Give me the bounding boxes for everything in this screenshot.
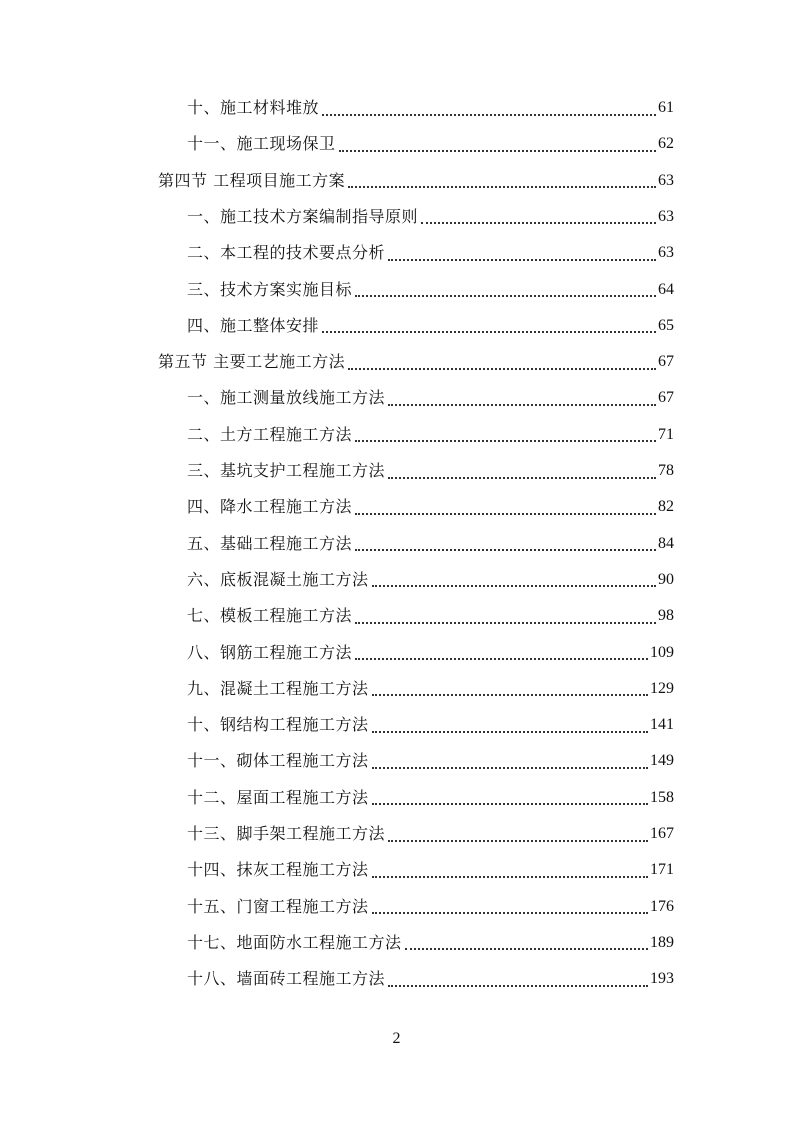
toc-entry-title: 二、本工程的技术要点分析	[187, 243, 386, 263]
page-number: 2	[392, 1030, 401, 1047]
dot-leader	[372, 766, 648, 769]
toc-entry-title: 四、施工整体安排	[187, 315, 320, 335]
toc-entry[interactable]	[187, 925, 674, 961]
toc-entry-title: 十四、抹灰工程施工方法	[187, 860, 369, 880]
toc-entry[interactable]	[187, 417, 674, 453]
toc-entry[interactable]	[187, 671, 674, 707]
toc-section-entry[interactable]	[158, 344, 674, 380]
dot-leader	[355, 294, 656, 297]
toc-entry-page: 84	[658, 534, 674, 552]
toc-entry[interactable]	[187, 635, 674, 671]
dot-leader	[388, 403, 656, 406]
toc-entry-page: 98	[658, 607, 674, 625]
toc-entry-title: 六、底板混凝土施工方法	[187, 569, 369, 589]
toc-entry[interactable]	[187, 308, 674, 344]
dot-leader	[421, 221, 656, 224]
toc-entry-page: 82	[658, 498, 674, 516]
toc-entry-page: 67	[658, 389, 674, 407]
dot-leader	[372, 584, 656, 587]
dot-leader	[355, 548, 656, 551]
toc-entry-title: 三、技术方案实施目标	[187, 279, 353, 299]
dot-leader	[372, 693, 648, 696]
toc-entry-title: 三、基坑支护工程施工方法	[187, 461, 386, 480]
toc-entry[interactable]	[187, 707, 674, 743]
toc-entry-page: 109	[650, 643, 674, 661]
dot-leader	[355, 439, 656, 442]
toc-entry-page: 63	[658, 171, 674, 189]
toc-entry-page: 193	[650, 970, 674, 988]
toc-entry-title: 第五节 主要工艺施工方法	[158, 352, 346, 372]
toc-entry-title: 五、基础工程施工方法	[187, 533, 353, 553]
dot-leader	[388, 839, 648, 842]
dot-leader	[348, 185, 656, 188]
toc-entry[interactable]	[187, 743, 674, 779]
toc-entry-page: 90	[658, 570, 674, 588]
toc-entry[interactable]	[187, 526, 674, 562]
toc-entry-title: 十三、脚手架工程施工方法	[187, 824, 386, 843]
toc-entry-title: 十、钢结构工程施工方法	[187, 715, 369, 735]
toc-entry-title: 二、土方工程施工方法	[187, 424, 353, 444]
toc-entry[interactable]	[187, 126, 674, 162]
toc-entry[interactable]	[187, 272, 674, 308]
dot-leader	[355, 512, 656, 515]
toc-entry-page: 171	[650, 861, 674, 879]
toc-entry[interactable]	[187, 780, 674, 816]
toc-entry[interactable]	[187, 961, 674, 997]
toc-entry[interactable]	[187, 598, 674, 634]
dot-leader	[372, 730, 648, 733]
toc-entry-page: 129	[650, 679, 674, 697]
toc-entry-title: 八、钢筋工程施工方法	[187, 642, 353, 662]
toc-entry-page: 158	[650, 788, 674, 806]
dot-leader	[372, 802, 648, 805]
dot-leader	[322, 113, 656, 116]
toc-entry-title: 一、施工测量放线施工方法	[187, 388, 386, 408]
dot-leader	[388, 476, 656, 479]
toc-entry-page: 62	[658, 135, 674, 153]
dot-leader	[405, 947, 648, 950]
toc-entry[interactable]	[187, 453, 674, 489]
toc-entry-title: 四、降水工程施工方法	[187, 497, 353, 517]
toc-entry-title: 第四节 工程项目施工方案	[158, 170, 346, 190]
toc-entry[interactable]	[187, 489, 674, 525]
toc-entry[interactable]	[187, 199, 674, 235]
toc-entry-page: 61	[658, 99, 674, 116]
toc-entry-title: 十、施工材料堆放	[187, 98, 320, 117]
toc-entry-page: 141	[650, 716, 674, 734]
toc-entry-title: 十二、屋面工程施工方法	[187, 787, 369, 807]
dot-leader	[372, 911, 648, 914]
toc-entry[interactable]	[187, 852, 674, 888]
toc-entry[interactable]	[187, 816, 674, 852]
toc-entry-title: 十七、地面防水工程施工方法	[187, 932, 402, 952]
toc-entry-page: 167	[650, 825, 674, 842]
toc-entry-page: 189	[650, 933, 674, 951]
toc-section-entry[interactable]	[158, 163, 674, 199]
toc-entry-page: 64	[658, 280, 674, 298]
toc-entry[interactable]	[187, 90, 674, 126]
dot-leader	[355, 621, 656, 624]
toc-entry-title: 九、混凝土工程施工方法	[187, 678, 369, 698]
dot-leader	[372, 875, 648, 878]
toc-entry-title: 一、施工技术方案编制指导原则	[187, 206, 419, 226]
dot-leader	[339, 149, 656, 152]
toc-entry-page: 149	[650, 752, 674, 770]
dot-leader	[355, 657, 648, 660]
toc-entry-title: 十八、墙面砖工程施工方法	[187, 969, 386, 989]
toc-entry[interactable]	[187, 380, 674, 416]
toc-entry-title: 七、模板工程施工方法	[187, 606, 353, 626]
toc-entry-page: 63	[658, 244, 674, 262]
toc-entry-page: 65	[658, 316, 674, 334]
toc-entry-page: 67	[658, 353, 674, 371]
toc-entry-title: 十一、砌体工程施工方法	[187, 751, 369, 771]
toc-entry-page: 78	[658, 462, 674, 479]
toc-entry-title: 十一、施工现场保卫	[187, 134, 336, 154]
dot-leader	[322, 330, 656, 333]
toc-entry-page: 71	[658, 425, 674, 443]
toc-entry[interactable]	[187, 235, 674, 271]
dot-leader	[388, 984, 648, 987]
dot-leader	[388, 258, 656, 261]
toc-entry[interactable]	[187, 562, 674, 598]
toc-entry-title: 十五、门窗工程施工方法	[187, 896, 369, 916]
toc-entry[interactable]	[187, 889, 674, 925]
toc-entry-page: 63	[658, 207, 674, 225]
toc-entry-page: 176	[650, 897, 674, 915]
dot-leader	[348, 367, 656, 370]
